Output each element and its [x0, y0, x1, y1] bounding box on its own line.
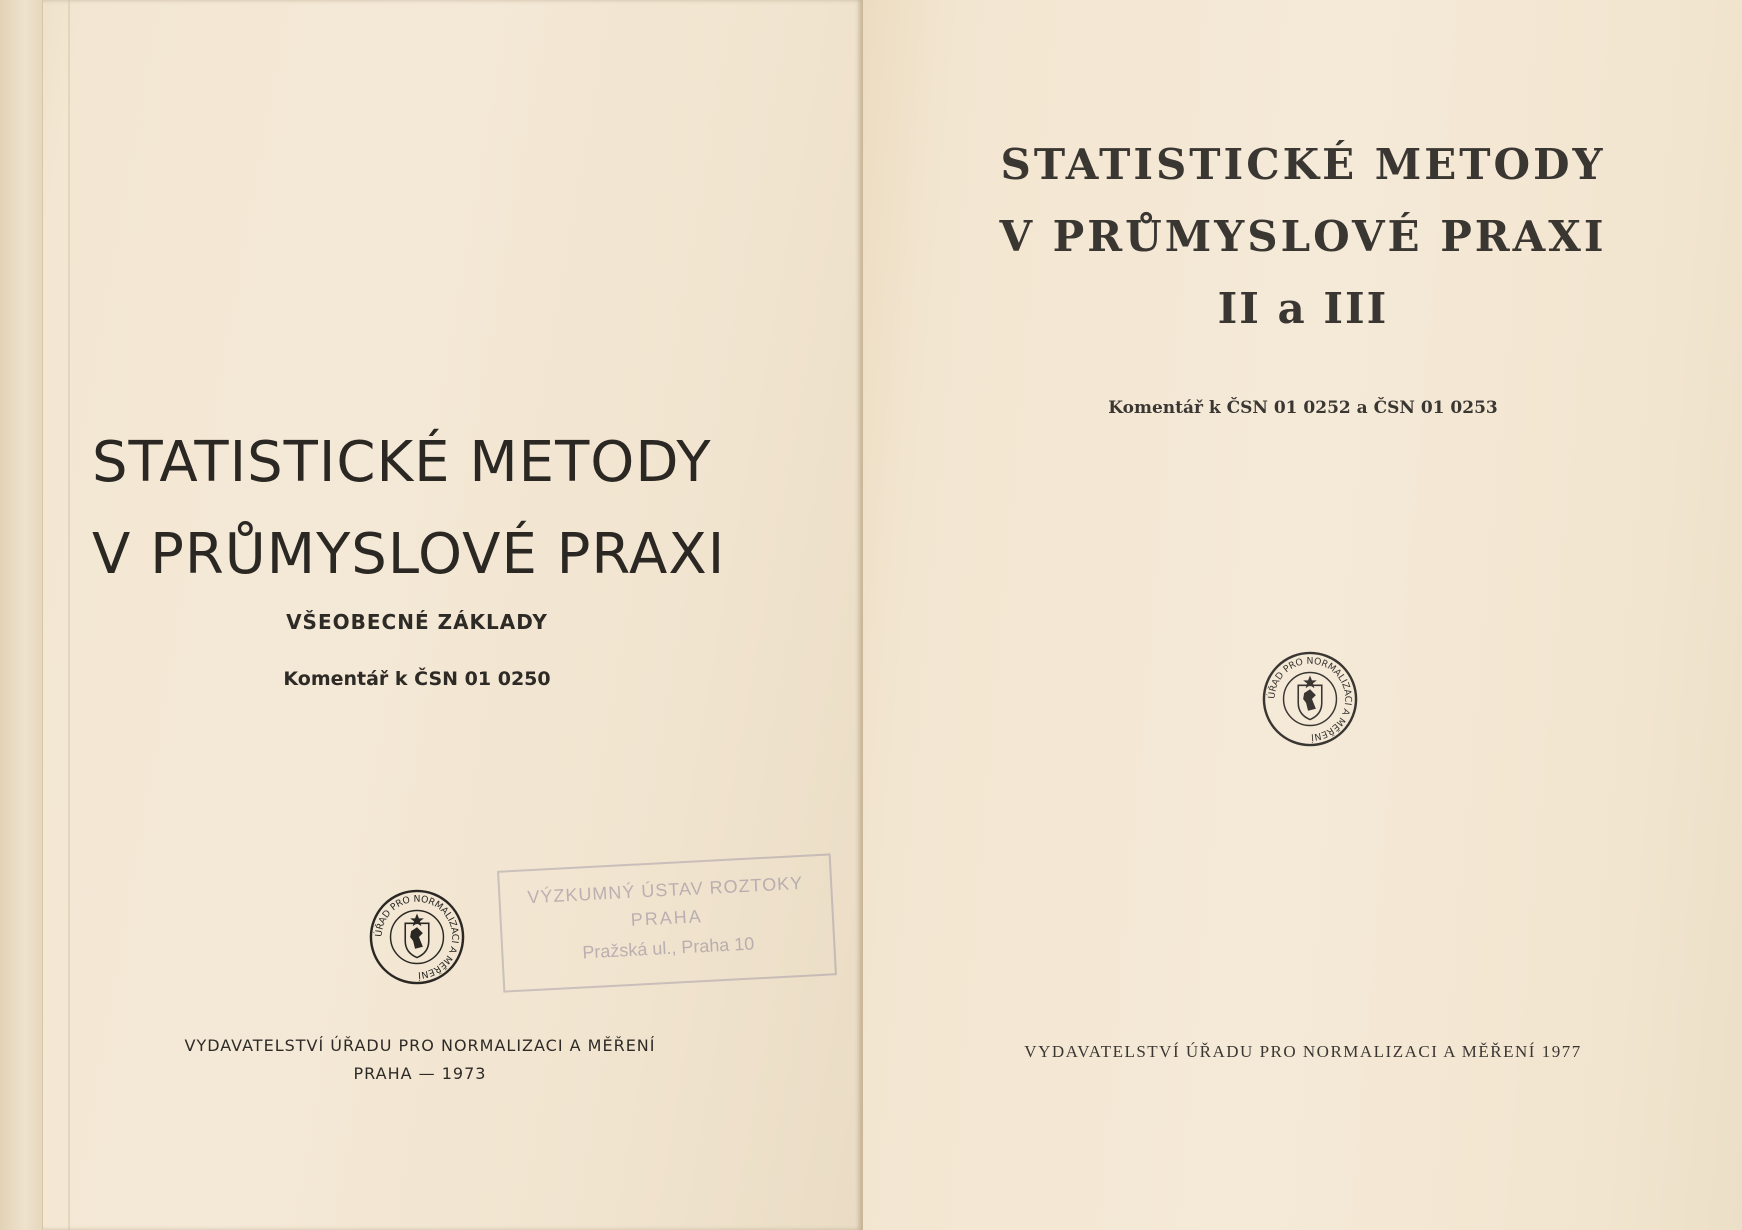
office-seal-icon	[368, 888, 466, 986]
cover-subtitle: VŠEOBECNÉ ZÁKLADY	[286, 610, 548, 634]
cover-volume-number: II a III	[1217, 284, 1389, 333]
book-spine	[0, 0, 43, 1230]
svg-text:ÚŘAD PRO NORMALIZACI A MĚŘENÍ: ÚŘAD PRO NORMALIZACI A MĚŘENÍ	[373, 893, 461, 981]
office-seal-icon	[1261, 650, 1359, 748]
publisher-name-year: VYDAVATELSTVÍ ÚŘADU PRO NORMALIZACI A MĚŘENÍ 1977	[1024, 1042, 1582, 1061]
library-stamp	[497, 853, 837, 992]
cover-title-line-2: V PRŮMYSLOVÉ PRAXI	[92, 522, 726, 587]
cover-standard-comment: Komentář k ČSN 01 0252 a ČSN 01 0253	[1108, 398, 1498, 418]
cover-crease	[68, 0, 70, 1230]
book-cover-right	[862, 0, 1742, 1230]
stamp-line-2: PRAHA	[630, 906, 704, 930]
book-cover-left	[0, 0, 862, 1230]
cover-title-line-1: STATISTICKÉ METODY	[1000, 140, 1606, 189]
publisher-name: VYDAVATELSTVÍ ÚŘADU PRO NORMALIZACI A MĚŘENÍ	[184, 1036, 656, 1055]
cover-standard-comment: Komentář k ČSN 01 0250	[283, 668, 551, 690]
svg-text:ÚŘAD PRO NORMALIZACI A MĚŘENÍ: ÚŘAD PRO NORMALIZACI A MĚŘENÍ	[1266, 655, 1354, 743]
cover-title-line-2: V PRŮMYSLOVÉ PRAXI	[999, 212, 1607, 261]
stamp-line-1: VÝZKUMNÝ ÚSTAV ROZTOKY	[526, 872, 804, 908]
publication-place-year: PRAHA — 1973	[353, 1064, 487, 1083]
cover-title-line-1: STATISTICKÉ METODY	[92, 430, 712, 495]
stamp-line-3: Pražská ul., Praha 10	[581, 933, 755, 963]
